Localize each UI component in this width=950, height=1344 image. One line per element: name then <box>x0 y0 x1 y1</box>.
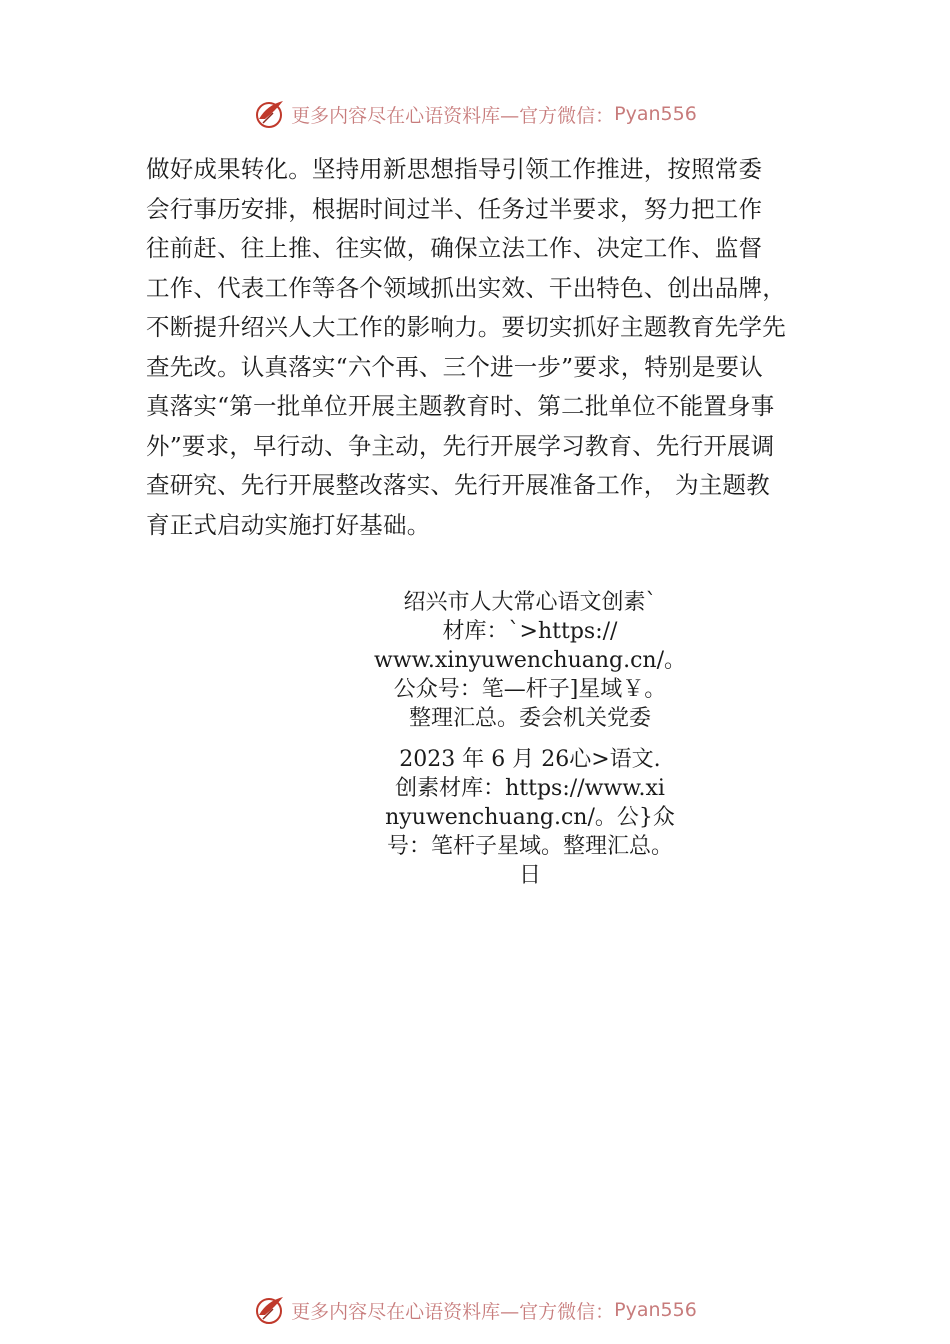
body-line: 做好成果转化。坚持用新思想指导引领工作推进，按照常委 <box>146 155 763 183</box>
body-line: 工作、代表工作等各个领域抓出实效、干出特色、创出品牌， <box>146 273 786 302</box>
signature-date <box>340 745 720 890</box>
body-line: 查研究、先行开展整改落实、先行开展准备工作， 为主题教 <box>146 471 770 499</box>
signature-line: 材库：`>https:// <box>442 619 618 644</box>
body-line: 会行事历安排，根据时间过半、任务过半要求，努力把工作 <box>146 194 763 223</box>
body-line: 往前赶、往上推、往实做，确保立法工作、决定工作、监督 <box>146 234 763 262</box>
signature-line: www.xinyuwenchuang.cn/。 <box>373 648 687 673</box>
footer-banner-account: Pyan556 <box>614 1299 697 1321</box>
body-line: 真落实“第一批单位开展主题教育时、第二批单位不能置身事 <box>146 392 775 420</box>
body-line: 不断提升绍兴人大工作的影响力。要切实抓好主题教育先学先 <box>146 313 786 341</box>
header-banner <box>0 94 950 134</box>
header-banner-account: Pyan556 <box>614 103 697 125</box>
signature-line: 号：笔杆子星域。整理汇总。 <box>386 834 673 859</box>
quill-pen-logo-icon <box>253 97 287 131</box>
signature-line: 整理汇总。委会机关党委 <box>408 706 651 731</box>
body-line: 育正式启动实施打好基础。 <box>146 510 431 539</box>
body-line: 外”要求，早行动、争主动，先行开展学习教育、先行开展调 <box>146 431 775 460</box>
signature-line: 2023 年 6 月 26心>语文. <box>399 747 661 772</box>
signature-line: 日 <box>518 863 541 888</box>
signature-line: 创素材库：https://www.xi <box>395 776 665 801</box>
footer-banner-text: 更多内容尽在心语资料库—官方微信： <box>291 1300 615 1323</box>
header-banner-text: 更多内容尽在心语资料库—官方微信： <box>291 104 615 127</box>
signature-line: nyuwenchuang.cn/。公}众 <box>385 805 675 830</box>
footer-banner <box>0 1290 950 1330</box>
body-paragraph <box>146 150 826 545</box>
signature-line: 绍兴市人大常心语文创素` <box>403 590 657 615</box>
body-line: 查先改。认真落实“六个再、三个进一步”要求，特别是要认 <box>146 352 763 381</box>
quill-pen-logo-icon <box>253 1293 287 1327</box>
signature-line: 公众号：笔—杆子]星域￥。 <box>393 677 667 702</box>
signature-organization <box>340 588 720 733</box>
